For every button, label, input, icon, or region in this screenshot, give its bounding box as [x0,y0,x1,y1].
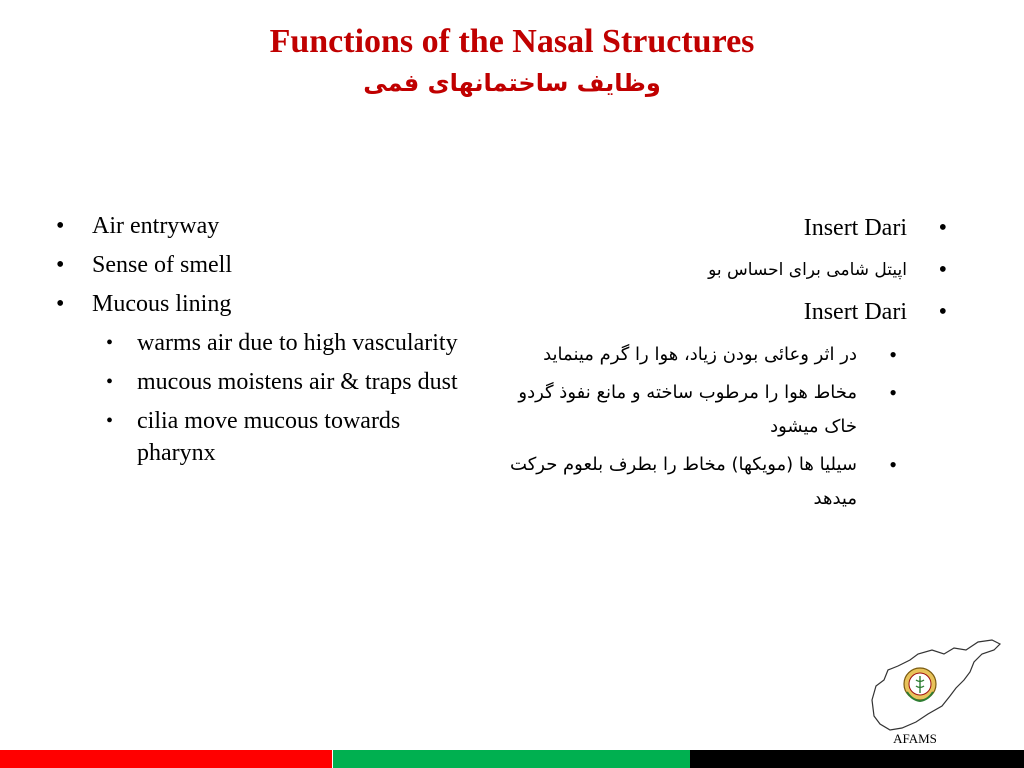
sub-list-item [505,448,957,516]
list-item [505,254,957,286]
list-item-text: اپیتل شامی برای احساس بو [708,260,907,280]
dari-bullet-column [505,212,957,520]
list-item-text: Sense of smell [92,252,232,278]
sub-list-item [50,405,470,469]
sub-list-item-text: سیلیا ها (مویکها) مخاط را بطرف بلعوم حرکت میدهد [510,454,857,509]
bullet-icon: • [106,410,114,432]
bullet-icon: • [56,291,65,317]
sub-list-item [505,376,957,444]
bullet-icon: • [106,332,114,354]
bullet-icon: • [889,380,897,405]
sub-list-item-text: در اثر وعائی بودن زیاد، هوا را گرم مینماید [543,344,857,365]
list-item [505,212,957,244]
bullet-icon: • [938,215,947,241]
flag-bar-green [333,750,690,768]
english-bullet-list [50,210,470,469]
bullet-icon: • [889,452,897,477]
dari-bullet-list [505,212,957,516]
slide-title: Functions of the Nasal Structures [269,23,755,60]
afghanistan-map-logo-icon [866,636,1006,734]
list-item-text: Insert Dari [803,299,907,325]
sub-list-item [505,338,957,372]
list-item-text: Mucous lining [92,291,232,317]
list-item [50,288,470,320]
bullet-icon: • [106,371,114,393]
sub-list-item-text: مخاط هوا را مرطوب ساخته و مانع نفوذ گردو خاک میشود [518,382,857,437]
bullet-icon: • [938,299,947,325]
bullet-icon: • [56,213,65,239]
list-item [50,210,470,242]
sub-list-item-text: warms air due to high vascularity [137,330,458,356]
list-item [50,249,470,281]
sub-list-item-text: mucous moistens air & traps dust [137,369,458,395]
slide-title-dari: وظایف ساختمانهای فمی [363,69,661,97]
flag-bar-red [0,750,332,768]
list-item [505,296,957,328]
bullet-icon: • [56,252,65,278]
flag-bar-black [690,750,1024,768]
bullet-icon: • [889,342,897,367]
list-item-text: Air entryway [92,213,220,239]
list-item-text: Insert Dari [803,215,907,241]
bullet-icon: • [938,257,947,283]
english-bullet-column [50,210,470,476]
sub-list-item-text: cilia move mucous towards pharynx [137,408,401,466]
afams-logo-label: AFAMS [893,731,937,746]
sub-list-item [50,366,470,398]
sub-list-item [50,327,470,359]
